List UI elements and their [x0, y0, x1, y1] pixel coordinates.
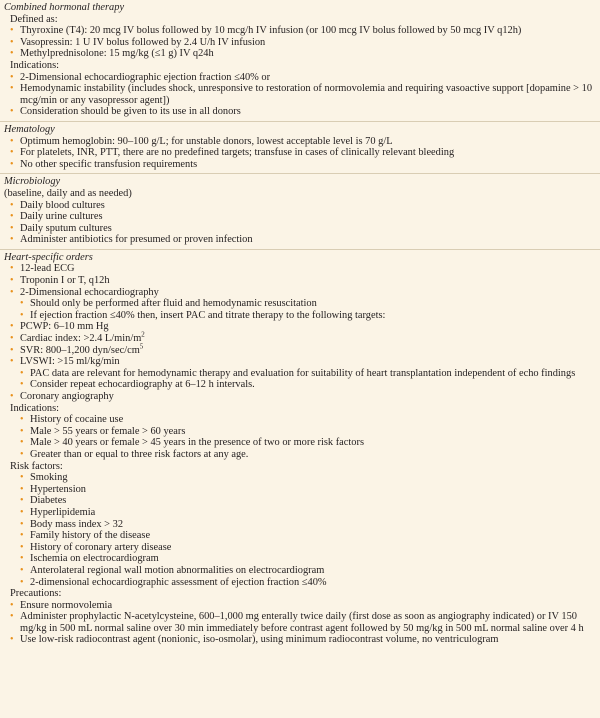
list-item: • Administer prophylactic N-acetylcysteine, 600–1,000 mg enterally twice daily (first dose as soon as angiography indicated) or IV 150 mg/kg in 500 mL normal saline over 30 min immediately before contrast agent followed by 50 mg/kg in 500 mL normal saline over 4 h: [10, 611, 584, 634]
list-item: • Smoking: [20, 472, 68, 484]
list-item: • Consider repeat echocardiography at 6–12 h intervals.: [20, 379, 255, 391]
list-item: • Anterolateral regional wall motion abnormalities on electrocardiogram: [20, 564, 325, 576]
indications-list: [4, 72, 596, 118]
list-item: • PAC data are relevant for hemodynamic therapy and evaluation for suitability of heart transplantation independent of echo findings: [20, 367, 576, 379]
section-hematology: [0, 121, 600, 173]
list-item: • Ensure normovolemia: [10, 599, 113, 611]
list-item: • 2-dimensional echocardiographic assessment of ejection fraction ≤40%: [20, 576, 327, 588]
section-hormonal: [0, 0, 600, 121]
angiography-indications-list: [4, 414, 596, 460]
list-item: • Daily urine cultures: [10, 211, 103, 223]
list-item: • Body mass index > 32: [20, 518, 124, 530]
list-item: • History of coronary artery disease: [20, 541, 172, 553]
list-item: • Daily blood cultures: [10, 199, 105, 211]
list-item: • Troponin I or T, q12h: [10, 275, 110, 287]
risk-factors-list: [4, 472, 596, 588]
list-item: • Should only be performed after fluid and hemodynamic resuscitation: [20, 298, 317, 310]
list-item: • For platelets, INR, PTT, there are no predefined targets; transfuse in cases of clinically relevant bleeding: [10, 147, 455, 159]
list-item: • Vasopressin: 1 U IV bolus followed by 2.4 U/h IV infusion: [10, 36, 266, 48]
list-item: • Coronary angiography: [10, 391, 114, 402]
hematology-list: [4, 136, 596, 171]
definitions-list: [4, 25, 596, 60]
list-item: • Daily sputum cultures: [10, 222, 112, 234]
list-item: • LVSWI: >15 ml/kg/min: [10, 356, 120, 368]
defined-as-label: Defined as:: [10, 13, 58, 25]
list-item: • Administer antibiotics for presumed or proven infection: [10, 234, 253, 246]
list-item: • Diabetes: [20, 495, 67, 507]
list-item: • Thyroxine (T4): 20 mcg IV bolus followed by 10 mcg/h IV infusion (or 100 mcg IV bolus followed by 50 mcg IV q12h): [10, 25, 522, 37]
precautions-label: Precautions:: [10, 588, 62, 600]
section-microbiology: [0, 173, 600, 249]
section-title: Microbiology: [4, 176, 61, 188]
list-item: • Male > 55 years or female > 60 years: [20, 425, 186, 437]
section-subtitle: (baseline, daily and as needed): [4, 187, 132, 199]
list-item: • Consideration should be given to its use in all donors: [10, 106, 241, 118]
indications-label: Indications:: [10, 59, 60, 71]
list-item: • If ejection fraction ≤40% then, insert PAC and titrate therapy to the following targets:: [20, 309, 386, 321]
list-item: • Male > 40 years or female > 45 years in the presence of two or more risk factors: [20, 437, 364, 449]
list-item: • No other specific transfusion requirements: [10, 158, 198, 170]
indications-label: Indications:: [10, 402, 60, 414]
list-item: • Cardiac index: >2.4 $L/\min/m^2$: [10, 330, 145, 345]
list-item: • Hypertension: [20, 483, 86, 495]
list-item: • Hyperlipidemia: [20, 506, 96, 518]
precautions-list: [4, 600, 596, 646]
list-item: • SVR: 800–1,200 dyn/$\sec/cm^5$: [10, 342, 144, 356]
list-item: • Ischemia on electrocardiogram: [20, 553, 159, 565]
risk-factors-label: Risk factors:: [10, 460, 63, 472]
section-heart: [0, 249, 600, 649]
section-title: Heart-specific orders: [4, 251, 93, 263]
list-item: • Hemodynamic instability (includes shock, unresponsive to restoration of normovolemia and requiring vasoactive support [dopamine > 10 mcg/min or any vasopressor agent]): [10, 83, 593, 106]
list-item: • Family history of the disease: [20, 530, 151, 542]
list-item: • 2-Dimensional echocardiography: [10, 286, 159, 298]
list-item: • Use low-risk radiocontrast agent (nonionic, iso-osmolar), using minimum radiocontrast volume, no ventriculogram: [10, 634, 499, 646]
list-item: • Methylprednisolone: 15 mg/kg (≤1 g) IV q24h: [10, 48, 214, 60]
list-item: • Optimum hemoglobin: 90–100 g/L; for unstable donors, lowest acceptable level is 70 g/L: [10, 135, 393, 147]
heart-orders-list: [4, 263, 596, 402]
list-item: • 2-Dimensional echocardiographic ejection fraction ≤40% or: [10, 71, 271, 83]
list-item: • History of cocaine use: [20, 414, 124, 426]
list-item: • PCWP: 6–10 mm Hg: [10, 321, 109, 333]
section-title: Combined hormonal therapy: [4, 2, 125, 13]
list-item: • Greater than or equal to three risk factors at any age.: [20, 448, 249, 460]
microbiology-list: [4, 200, 596, 246]
section-title: Hematology: [4, 123, 55, 135]
list-item: • 12-lead ECG: [10, 263, 75, 275]
